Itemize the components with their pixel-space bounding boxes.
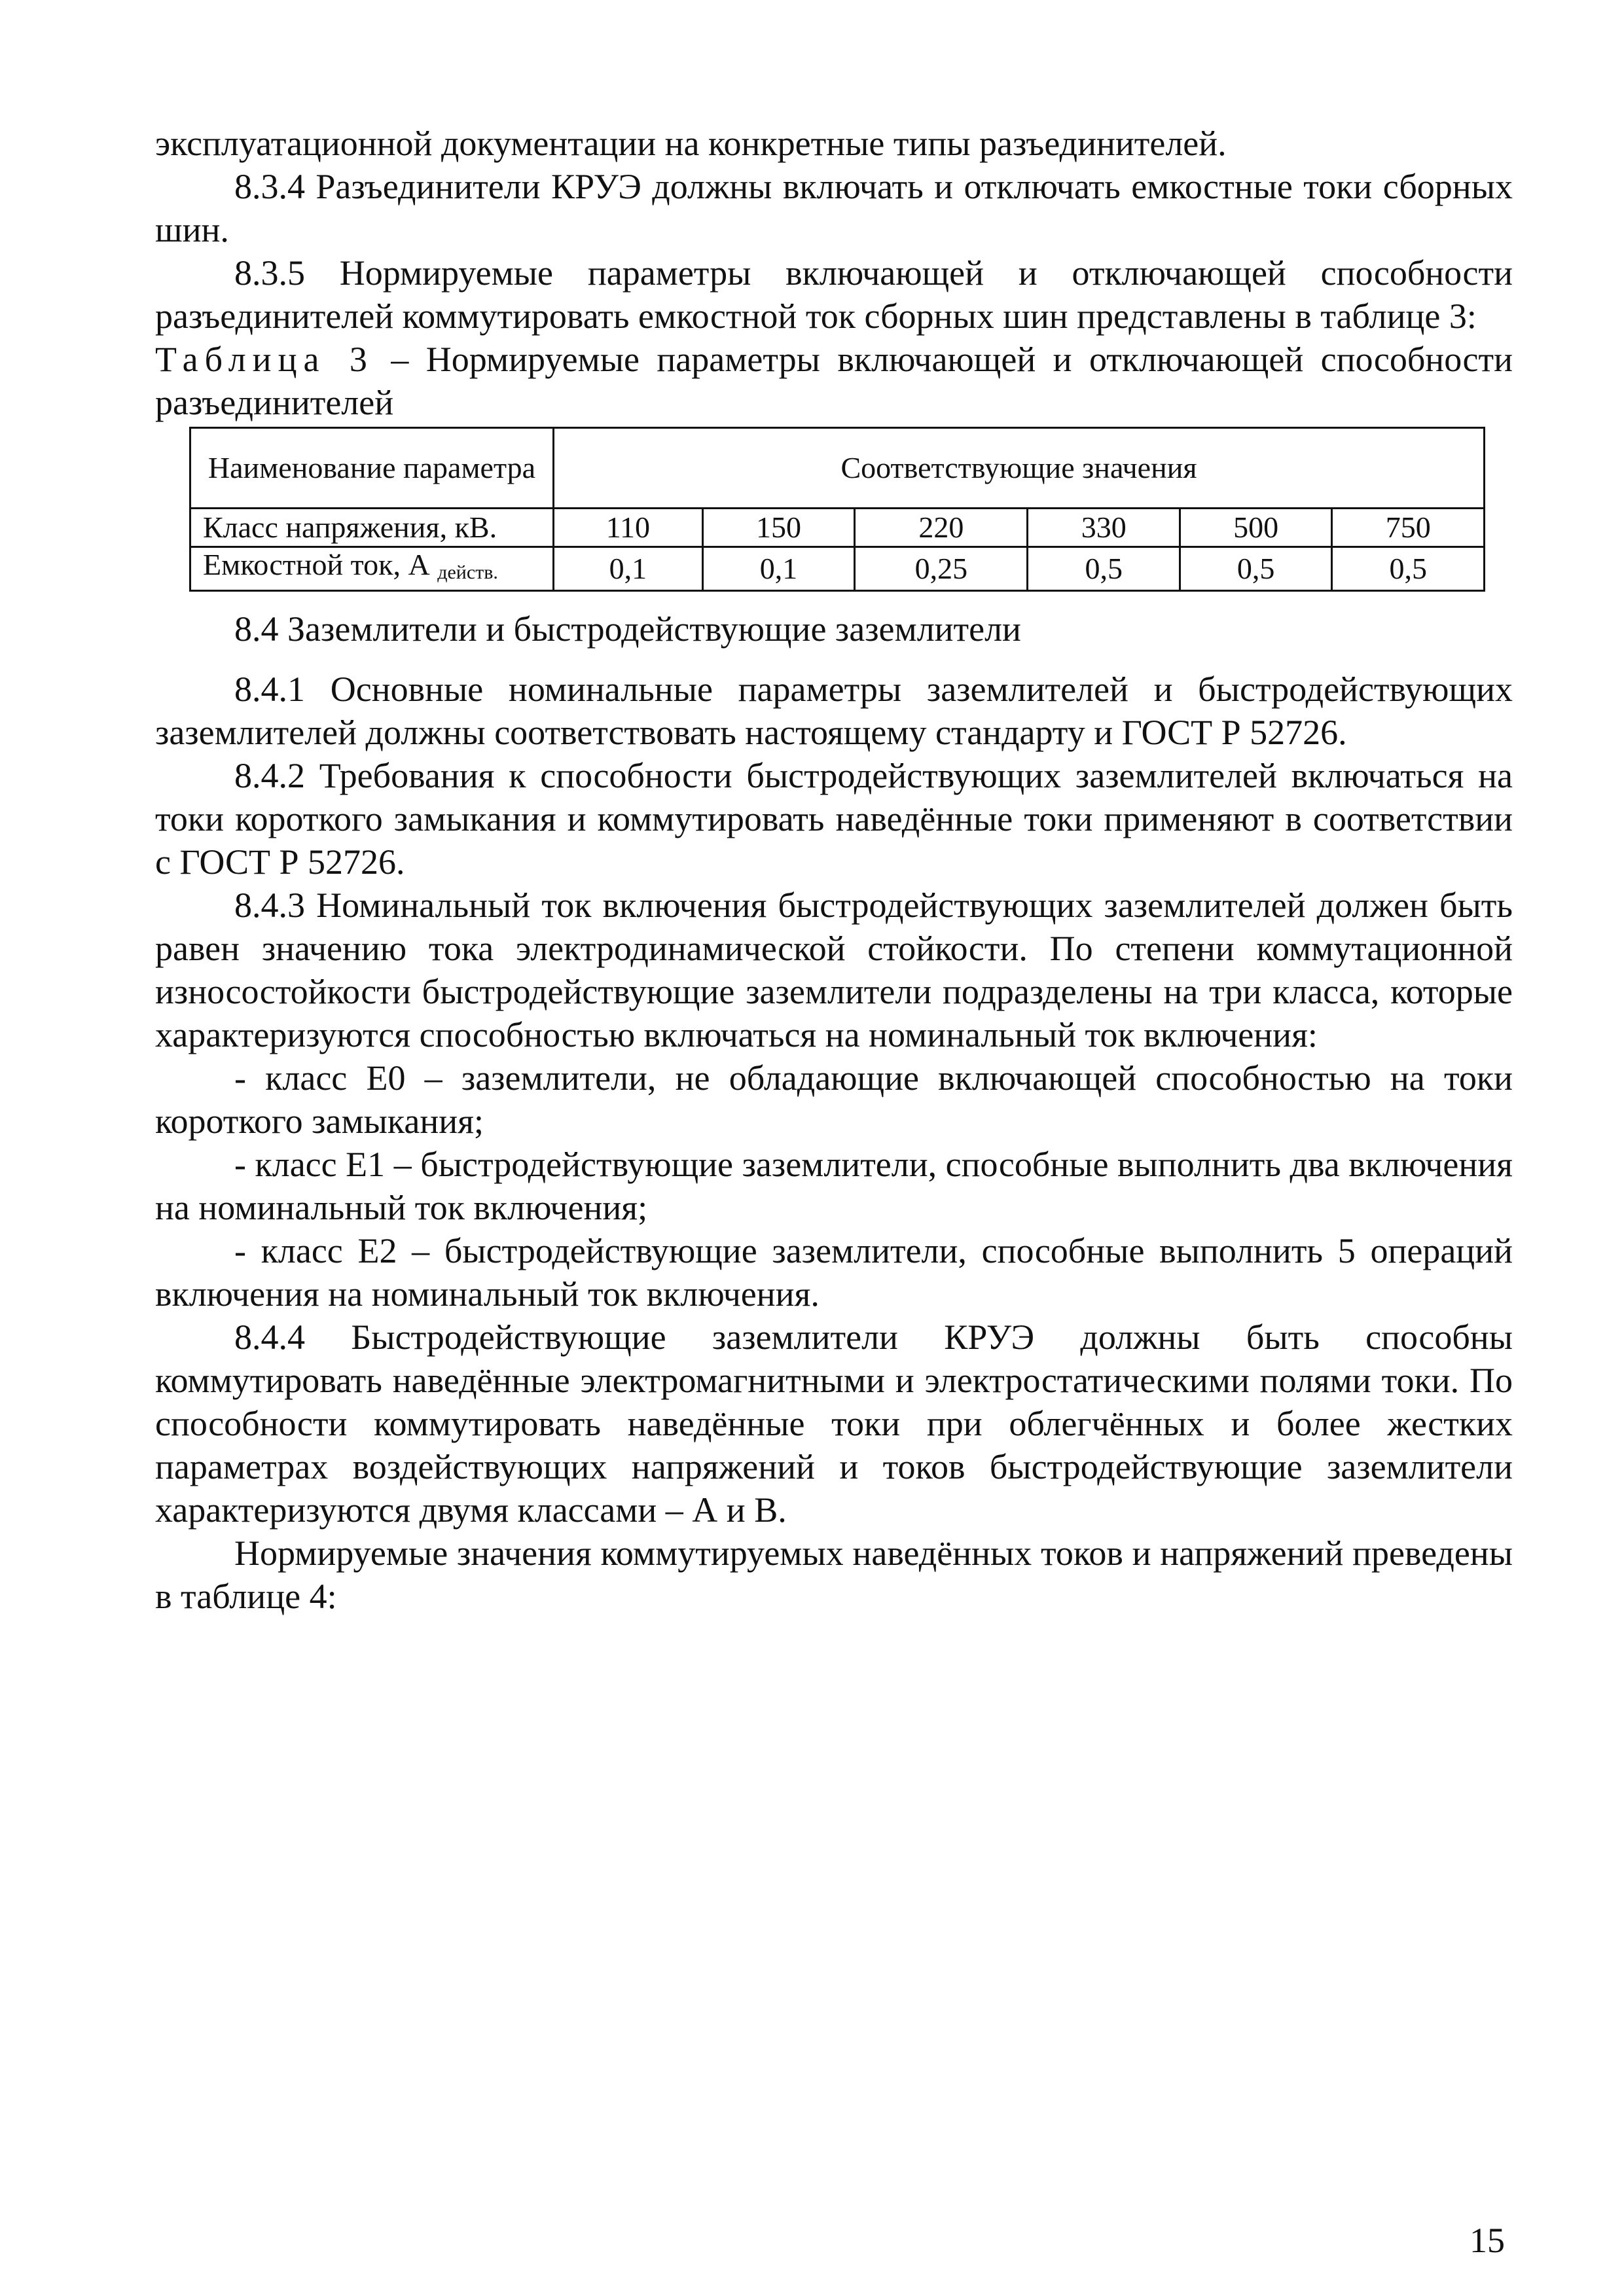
- table-cell: 0,5: [1028, 547, 1180, 591]
- table-cell: 0,25: [855, 547, 1028, 591]
- paragraph-8-4-1: 8.4.1 Основные номинальные параметры заземлителей и быстродействующих заземлителей должны соответствовать настоящему стандарту и ГОСТ Р 52726.: [155, 670, 1513, 752]
- table-cell: 150: [702, 509, 854, 547]
- list-item: - класс Е0 – заземлители, не обладающие включающей способностью на токи короткого замыкания;: [155, 1058, 1513, 1141]
- table-cell: 750: [1332, 509, 1485, 547]
- paragraph-8-3-4: 8.3.4 Разъединители КРУЭ должны включать и отключать емкостные токи сборных шин.: [155, 167, 1513, 249]
- table-header-row: [190, 428, 1485, 509]
- text-column: [155, 122, 1513, 1618]
- header-values: Соответствующие значения: [554, 428, 1485, 509]
- row-name-voltage-class: [190, 509, 554, 547]
- table-cell: 0,1: [554, 547, 703, 591]
- parameters-table: [189, 427, 1485, 592]
- table-caption-text: – Нормируемые параметры включающей и отключающей способности разъединителей: [155, 340, 1513, 422]
- paragraph-8-3-5: 8.3.5 Нормируемые параметры включающей и отключающей способности разъединителей коммутировать емкостной ток сборных шин представлены в таблице 3:: [155, 253, 1513, 336]
- table-row: [190, 509, 1485, 547]
- row-name-capacitive-current: [190, 547, 554, 591]
- table-cell: 220: [855, 509, 1028, 547]
- list-item: - класс Е2 – быстродействующие заземлители, способные выполнить 5 операций включения на номинальный ток включения.: [155, 1231, 1513, 1314]
- page-number: 15: [1470, 2221, 1505, 2260]
- paragraph-final: Нормируемые значения коммутируемых наведённых токов и напряжений преведены в таблице 4:: [155, 1534, 1513, 1616]
- table-cell: 0,5: [1180, 547, 1331, 591]
- paragraph-8-4-2: 8.4.2 Требования к способности быстродействующих заземлителей включаться на токи короткого замыкания и коммутировать наведённые токи применяют в соответствии с ГОСТ Р 52726.: [155, 756, 1513, 882]
- row-name-text: Емкостной ток, А: [203, 548, 430, 581]
- paragraph-8-4-3: 8.4.3 Номинальный ток включения быстродействующих заземлителей должен быть равен значению тока электродинамической стойкости. По степени коммутационной износостойкости быстродействующие заземлители подразделены на три класса, которые характеризуются способностью включаться на номинальный ток включения:: [155, 886, 1513, 1054]
- table-row: [190, 547, 1485, 591]
- paragraph-continuation: эксплуатационной документации на конкретные типы разъединителей.: [155, 124, 1227, 163]
- table-cell: 330: [1028, 509, 1180, 547]
- row-name-subscript: действ.: [437, 562, 498, 583]
- table-caption-label: Таблица 3: [155, 340, 374, 379]
- list-item: - класс Е1 – быстродействующие заземлители, способные выполнить два включения на номинальный ток включения;: [155, 1145, 1513, 1227]
- table-caption: [155, 338, 1513, 424]
- section-heading-8-4: 8.4 Заземлители и быстродействующие заземлители: [234, 609, 1021, 649]
- table-cell: 110: [554, 509, 703, 547]
- paragraph-8-4-4: 8.4.4 Быстродействующие заземлители КРУЭ должны быть способны коммутировать наведённые электромагнитными и электростатическими полями токи. По способности коммутировать наведённые токи при облегчённых и более жестких параметрах воздействующих напряжений и токов быстродействующие заземлители характеризуются двумя классами – А и В.: [155, 1318, 1513, 1530]
- header-parameter-name: Наименование параметра: [190, 428, 554, 509]
- row-name-text: Класс напряжения, кВ.: [203, 511, 497, 544]
- table-cell: 0,5: [1332, 547, 1485, 591]
- table-cell: 0,1: [702, 547, 854, 591]
- table-cell: 500: [1180, 509, 1331, 547]
